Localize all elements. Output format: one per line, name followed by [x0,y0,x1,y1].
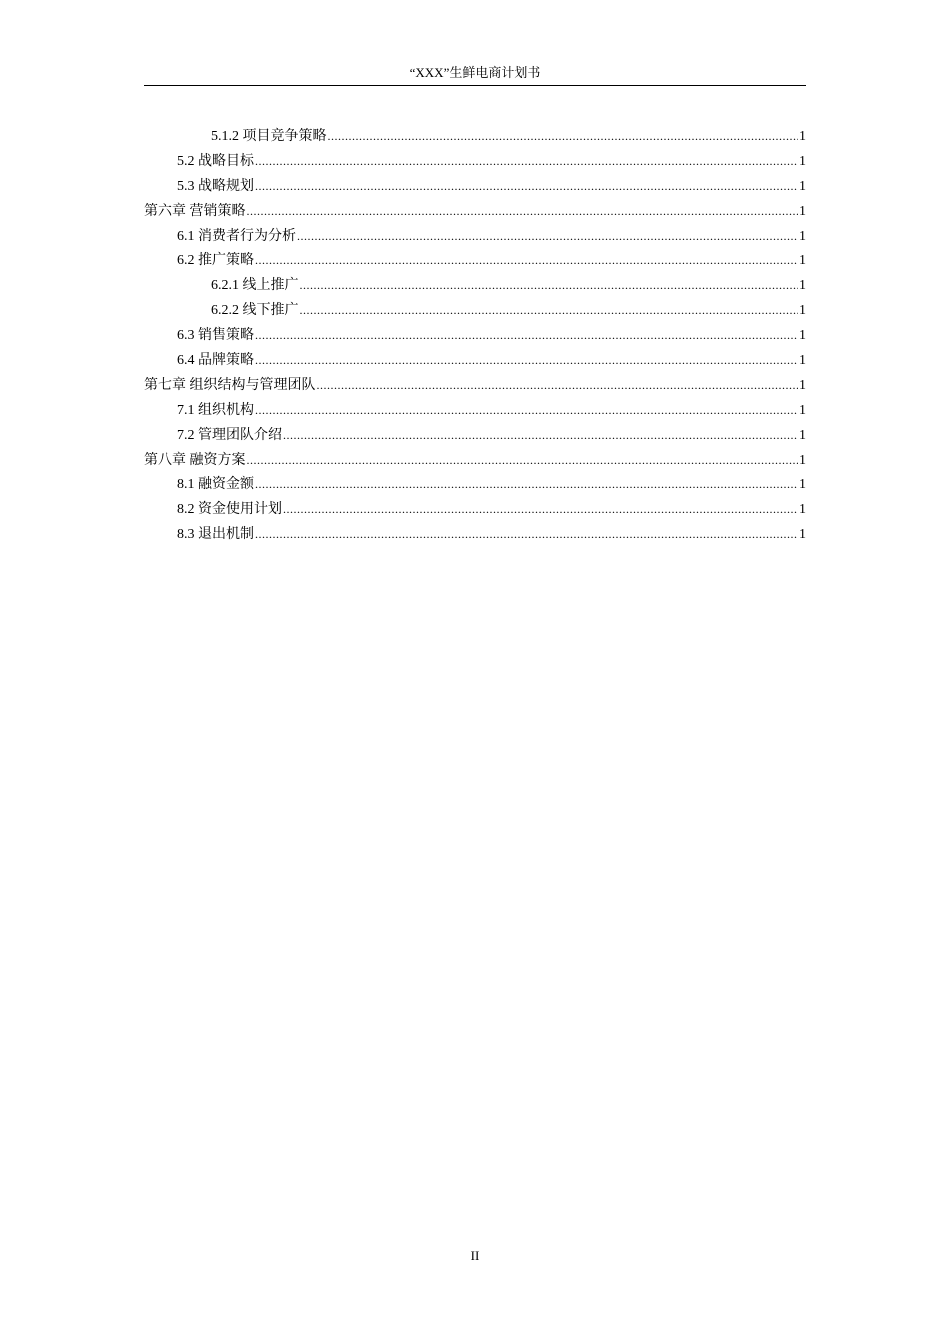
toc-entry[interactable] [144,124,806,149]
toc-dot-leader [255,323,798,348]
toc-entry-page: 1 [799,402,806,418]
toc-entry-page: 1 [799,253,806,269]
toc-dot-leader [283,423,798,448]
toc-dot-leader [283,497,798,522]
toc-entry-page: 1 [799,328,806,344]
page-header-title: “XXX”生鲜电商计划书 [409,65,541,80]
toc-dot-leader [255,398,798,423]
toc-entry-label: 第七章 组织结构与管理团队 [144,377,316,393]
toc-entry-label: 6.4 品牌策略 [177,353,254,369]
toc-entry-page: 1 [799,228,806,244]
toc-entry-page: 1 [799,427,806,443]
toc-entry[interactable] [144,472,806,497]
toc-entry-label: 6.3 销售策略 [177,328,254,344]
toc-entry-page: 1 [799,129,806,144]
toc-entry-page: 1 [799,153,806,169]
toc-entry[interactable] [144,248,806,273]
toc-entry-page: 1 [799,477,806,493]
toc-entry-page: 1 [799,452,806,468]
toc-entry[interactable] [144,522,806,547]
toc-entry[interactable] [144,448,806,473]
table-of-contents [144,124,806,547]
toc-entry-label: 7.2 管理团队介绍 [177,427,282,443]
toc-entry-label: 6.1 消费者行为分析 [177,228,296,244]
toc-dot-leader [328,124,799,149]
toc-entry[interactable] [144,224,806,249]
toc-entry[interactable] [144,149,806,174]
toc-entry-label: 6.2.2 线下推广 [211,303,299,319]
page-number: II [470,1248,480,1263]
toc-entry[interactable] [144,497,806,522]
toc-dot-leader [317,373,799,398]
toc-dot-leader [255,522,798,547]
toc-entry-label: 8.1 融资金额 [177,477,254,493]
toc-entry[interactable] [144,273,806,298]
toc-dot-leader [297,224,798,249]
toc-entry-page: 1 [799,203,806,219]
toc-entry-page: 1 [799,502,806,518]
toc-entry[interactable] [144,323,806,348]
toc-entry-label: 第八章 融资方案 [144,452,246,468]
toc-entry-page: 1 [799,178,806,194]
toc-entry-page: 1 [799,353,806,369]
toc-entry-label: 6.2.1 线上推广 [211,278,299,294]
toc-entry-label: 8.3 退出机制 [177,527,254,543]
toc-entry-page: 1 [799,527,806,543]
toc-entry-label: 6.2 推广策略 [177,253,254,269]
toc-dot-leader [300,298,799,323]
toc-entry-page: 1 [799,377,806,393]
toc-dot-leader [255,174,798,199]
toc-dot-leader [300,273,799,298]
toc-dot-leader [247,448,799,473]
toc-entry[interactable] [144,298,806,323]
toc-dot-leader [255,149,798,174]
toc-entry[interactable] [144,174,806,199]
toc-entry-label: 5.2 战略目标 [177,153,254,169]
toc-entry-label: 7.1 组织机构 [177,402,254,418]
toc-dot-leader [255,472,798,497]
toc-entry-label: 5.3 战略规划 [177,178,254,194]
toc-entry[interactable] [144,398,806,423]
toc-entry[interactable] [144,373,806,398]
toc-dot-leader [255,348,798,373]
toc-entry-page: 1 [799,278,806,294]
header-divider [144,85,806,86]
toc-entry[interactable] [144,423,806,448]
toc-entry-label: 8.2 资金使用计划 [177,502,282,518]
toc-entry-page: 1 [799,303,806,319]
toc-entry[interactable] [144,199,806,224]
toc-dot-leader [255,248,798,273]
toc-entry[interactable] [144,348,806,373]
toc-entry-label: 5.1.2 项目竞争策略 [211,129,327,144]
toc-entry-label: 第六章 营销策略 [144,203,246,219]
toc-dot-leader [247,199,799,224]
